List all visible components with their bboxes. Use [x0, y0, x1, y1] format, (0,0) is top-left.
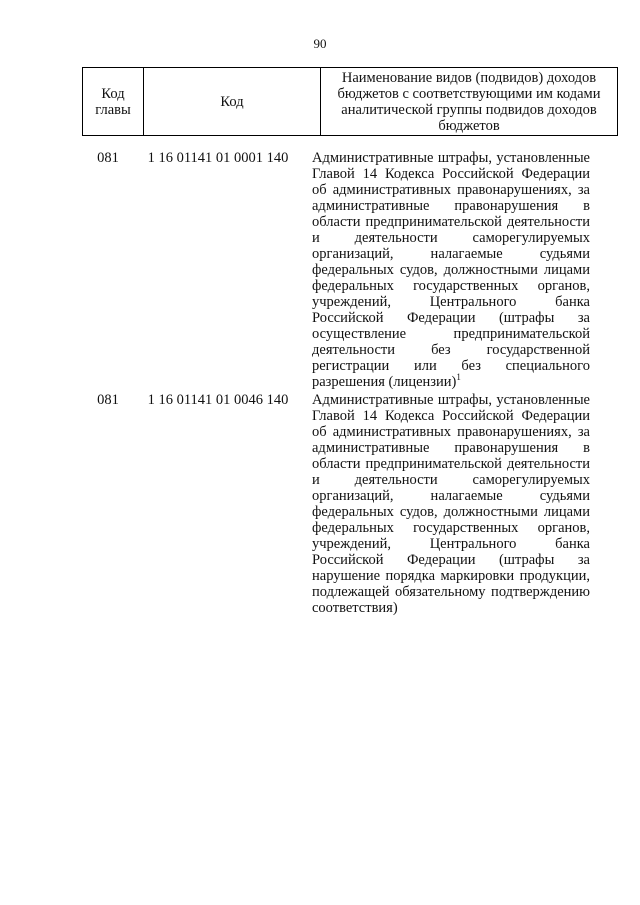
table-row	[82, 150, 590, 390]
table-row	[82, 392, 590, 616]
row-description	[312, 392, 590, 616]
table-body	[82, 150, 590, 617]
row-chapter-code: 081	[97, 392, 119, 408]
footnote-mark: 1	[456, 372, 461, 383]
page-number: 90	[313, 36, 327, 51]
row-chapter-code: 081	[97, 150, 119, 166]
row-description	[312, 150, 590, 390]
row-code: 1 16 01141 01 0046 140	[147, 392, 289, 408]
column-header-chapter-code: Код главы	[83, 68, 144, 136]
table-header	[82, 67, 618, 136]
row-description-text: Административные штрафы, установленные Главой 14 Кодекса Российской Федерации об административных правонарушениях, за административные правонарушения в области предпринимательской деятельности и деятельности саморегулируемых организаций, налагаемые судьями федеральных судов, должностными лицами федеральных государственных органов, учреждений, Центрального банка Российской Федерации (штрафы за нарушение порядка маркировки продукции, подлежащей обязательному подтверждению соответствия)	[312, 392, 590, 616]
row-description-text: Административные штрафы, установленные Главой 14 Кодекса Российской Федерации об административных правонарушениях, за административные правонарушения в области предпринимательской деятельности и деятельности саморегулируемых организаций, налагаемые судьями федеральных судов, должностными лицами федеральных государственных органов, учреждений, Центрального банка Российской Федерации (штрафы за осуществление предпринимательской деятельности без государственной регистрации или без специального разрешения (лицензии)	[312, 150, 590, 390]
column-header-code: Код	[144, 68, 321, 136]
row-code: 1 16 01141 01 0001 140	[147, 150, 289, 166]
column-header-name: Наименование видов (подвидов) доходов бюджетов с соответствующими им кодами аналитической группы подвидов доходов бюджетов	[321, 68, 618, 136]
